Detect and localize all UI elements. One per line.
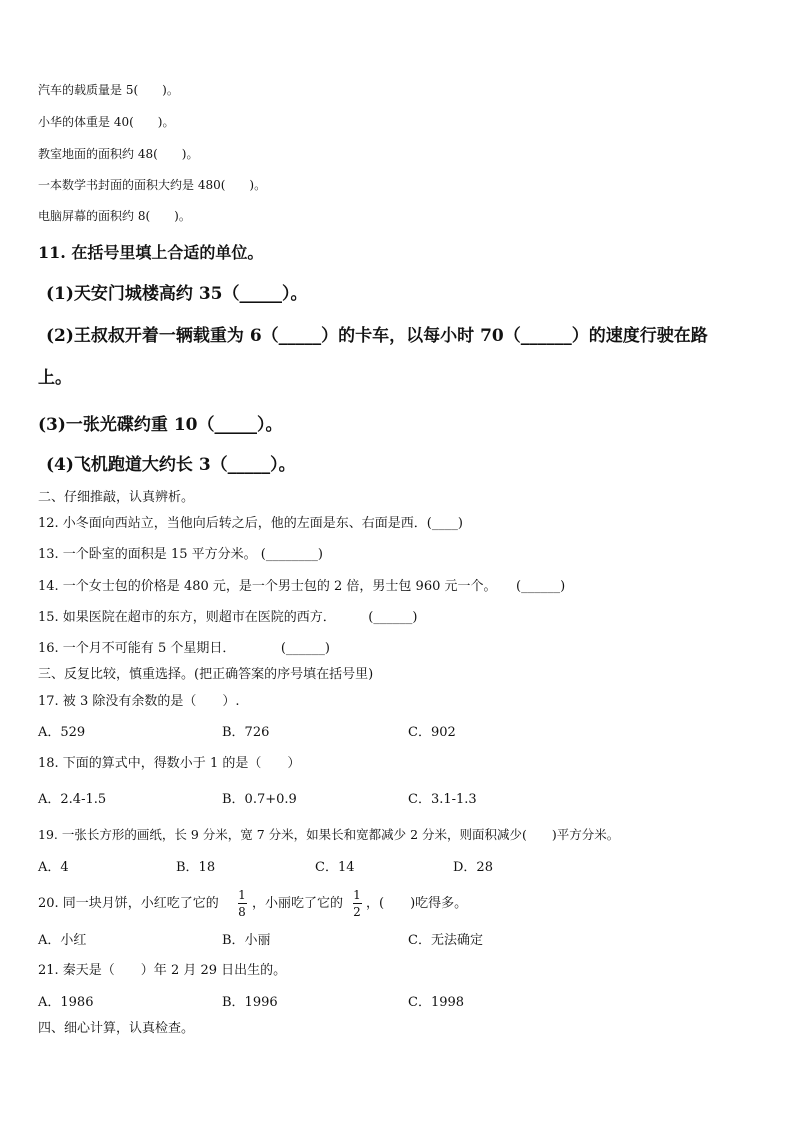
question-19-stem: 19. 一张长方形的画纸，长 9 分米，宽 7 分米，如果长和宽都减少 2 分米，则面积减少( )平方分米。 bbox=[38, 827, 620, 842]
unit-line-4: 一本数学书封面的面积大约是 480( )。 bbox=[38, 178, 267, 192]
question-19-option-a: A．4 bbox=[38, 860, 69, 875]
question-17-stem: 17. 被 3 除没有余数的是（ ）. bbox=[38, 694, 240, 709]
question-20-stem-part-3: ，( )吃得多。 bbox=[366, 896, 468, 911]
question-17-option-c: C．902 bbox=[408, 725, 456, 740]
fraction-numerator: 1 bbox=[353, 888, 361, 902]
question-18-stem: 18. 下面的算式中，得数小于 1 的是（ ） bbox=[38, 756, 301, 771]
question-15: 15. 如果医院在超市的东方，则超市在医院的西方． (______) bbox=[38, 610, 418, 625]
question-16: 16. 一个月不可能有 5 个星期日． (______) bbox=[38, 641, 330, 656]
question-11-item-3: (3)一张光碟约重 10（_____）。 bbox=[38, 415, 283, 435]
section-2-heading: 二、仔细推敲，认真辨析。 bbox=[38, 490, 195, 505]
unit-line-5: 电脑屏幕的面积约 8( )。 bbox=[38, 209, 191, 223]
question-21-option-a: A．1986 bbox=[38, 995, 94, 1010]
question-21-option-c: C．1998 bbox=[408, 995, 465, 1010]
question-14: 14. 一个女士包的价格是 480 元，是一个男士包的 2 倍，男士包 960 元一个。 (______) bbox=[38, 579, 566, 594]
question-13: 13. 一个卧室的面积是 15 平方分米。 (________) bbox=[38, 547, 323, 562]
fraction-denominator: 2 bbox=[353, 905, 361, 919]
question-20-stem-part-2: ，小丽吃了它的 bbox=[252, 896, 344, 911]
question-19-option-b: B．18 bbox=[176, 860, 216, 875]
question-20-option-a: A．小红 bbox=[38, 933, 87, 948]
question-12: 12. 小冬面向西站立，当他向后转之后，他的左面是东、右面是西．(____) bbox=[38, 516, 463, 531]
question-18-option-a: A．2.4-1.5 bbox=[38, 792, 107, 807]
question-20-stem-part-1: 20. 同一块月饼，小红吃了它的 bbox=[38, 896, 219, 911]
question-11-item-2-continued: 上。 bbox=[38, 368, 72, 388]
question-20-option-c: C．无法确定 bbox=[408, 933, 483, 948]
question-18-option-b: B．0.7+0.9 bbox=[222, 792, 297, 807]
question-21-option-b: B．1996 bbox=[222, 995, 278, 1010]
question-17-option-b: B．726 bbox=[222, 725, 270, 740]
fraction-one-half bbox=[350, 889, 364, 918]
question-20-option-b: B．小丽 bbox=[222, 933, 271, 948]
unit-line-1: 汽车的载质量是 5( )。 bbox=[38, 83, 179, 97]
fraction-numerator: 1 bbox=[238, 888, 246, 902]
question-18-option-c: C．3.1-1.3 bbox=[408, 792, 477, 807]
section-4-heading: 四、细心计算，认真检查。 bbox=[38, 1021, 195, 1036]
question-11-item-2: (2)王叔叔开着一辆载重为 6（_____）的卡车，以每小时 70（______）的速度行驶在路 bbox=[46, 326, 708, 346]
unit-line-3: 教室地面的面积约 48( )。 bbox=[38, 147, 199, 161]
question-17-option-a: A．529 bbox=[38, 725, 86, 740]
question-11-title: 11. 在括号里填上合适的单位。 bbox=[38, 243, 264, 262]
fraction-denominator: 8 bbox=[238, 905, 246, 919]
question-11-item-4: (4)飞机跑道大约长 3（_____）。 bbox=[46, 455, 296, 475]
question-11-item-1: (1)天安门城楼高约 35（_____）。 bbox=[46, 284, 308, 304]
fraction-one-eighth bbox=[235, 889, 249, 918]
question-19-option-c: C．14 bbox=[315, 860, 355, 875]
section-3-heading: 三、反复比较，慎重选择。(把正确答案的序号填在括号里) bbox=[38, 667, 374, 682]
question-21-stem: 21. 秦天是（ ）年 2 月 29 日出生的。 bbox=[38, 963, 287, 978]
question-19-option-d: D．28 bbox=[453, 860, 493, 875]
unit-line-2: 小华的体重是 40( )。 bbox=[38, 115, 175, 129]
